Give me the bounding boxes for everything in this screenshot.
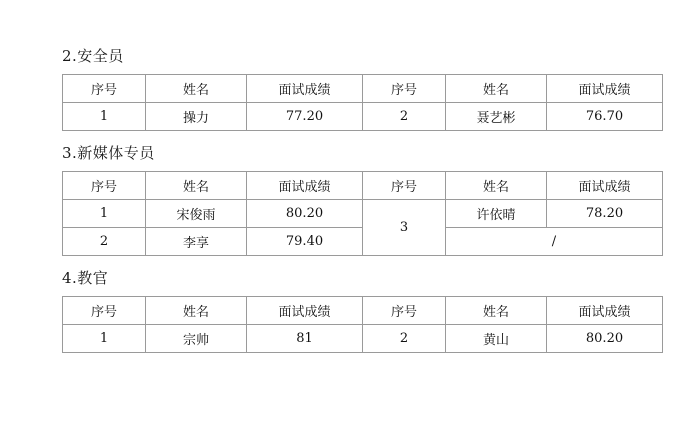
column-header: 姓名 bbox=[146, 172, 247, 200]
cell-score: 80.20 bbox=[247, 200, 363, 228]
cell-index: 1 bbox=[63, 325, 146, 353]
cell-score: 79.40 bbox=[247, 228, 363, 256]
column-header: 序号 bbox=[63, 297, 146, 325]
column-header: 序号 bbox=[363, 172, 446, 200]
table-row bbox=[63, 325, 663, 353]
column-header: 序号 bbox=[63, 75, 146, 103]
column-header: 姓名 bbox=[146, 297, 247, 325]
section-新媒体专员 bbox=[62, 143, 633, 256]
cell-index: 1 bbox=[63, 200, 146, 228]
table-header-row bbox=[63, 172, 663, 200]
cell-empty: / bbox=[446, 228, 663, 256]
cell-score: 77.20 bbox=[247, 103, 363, 131]
cell-score: 76.70 bbox=[547, 103, 663, 131]
cell-index: 2 bbox=[63, 228, 146, 256]
column-header: 序号 bbox=[363, 75, 446, 103]
table-row bbox=[63, 200, 663, 228]
cell-index: 2 bbox=[363, 103, 446, 131]
column-header: 面试成绩 bbox=[247, 75, 363, 103]
results-table bbox=[62, 296, 663, 353]
column-header: 姓名 bbox=[146, 75, 247, 103]
section-title: 4.教官 bbox=[62, 269, 109, 287]
cell-name: 操力 bbox=[146, 103, 247, 131]
cell-name: 许依晴 bbox=[446, 200, 547, 228]
results-table bbox=[62, 171, 663, 256]
section-安全员 bbox=[62, 46, 633, 131]
column-header: 面试成绩 bbox=[247, 172, 363, 200]
cell-score: 81 bbox=[247, 325, 363, 353]
table-header-row bbox=[63, 75, 663, 103]
column-header: 面试成绩 bbox=[547, 75, 663, 103]
column-header: 面试成绩 bbox=[247, 297, 363, 325]
cell-score: 78.20 bbox=[547, 200, 663, 228]
cell-score: 80.20 bbox=[547, 325, 663, 353]
cell-index: 2 bbox=[363, 325, 446, 353]
column-header: 面试成绩 bbox=[547, 297, 663, 325]
cell-index: 3 bbox=[363, 200, 446, 256]
cell-name: 宋俊雨 bbox=[146, 200, 247, 228]
column-header: 序号 bbox=[63, 172, 146, 200]
table-row bbox=[63, 103, 663, 131]
cell-name: 黄山 bbox=[446, 325, 547, 353]
section-title: 3.新媒体专员 bbox=[62, 144, 155, 162]
cell-name: 李享 bbox=[146, 228, 247, 256]
column-header: 姓名 bbox=[446, 297, 547, 325]
cell-name: 宗帅 bbox=[146, 325, 247, 353]
column-header: 面试成绩 bbox=[547, 172, 663, 200]
cell-name: 聂艺彬 bbox=[446, 103, 547, 131]
column-header: 序号 bbox=[363, 297, 446, 325]
results-table bbox=[62, 74, 663, 131]
table-header-row bbox=[63, 297, 663, 325]
section-教官 bbox=[62, 268, 633, 353]
column-header: 姓名 bbox=[446, 172, 547, 200]
cell-index: 1 bbox=[63, 103, 146, 131]
section-title: 2.安全员 bbox=[62, 47, 124, 65]
column-header: 姓名 bbox=[446, 75, 547, 103]
